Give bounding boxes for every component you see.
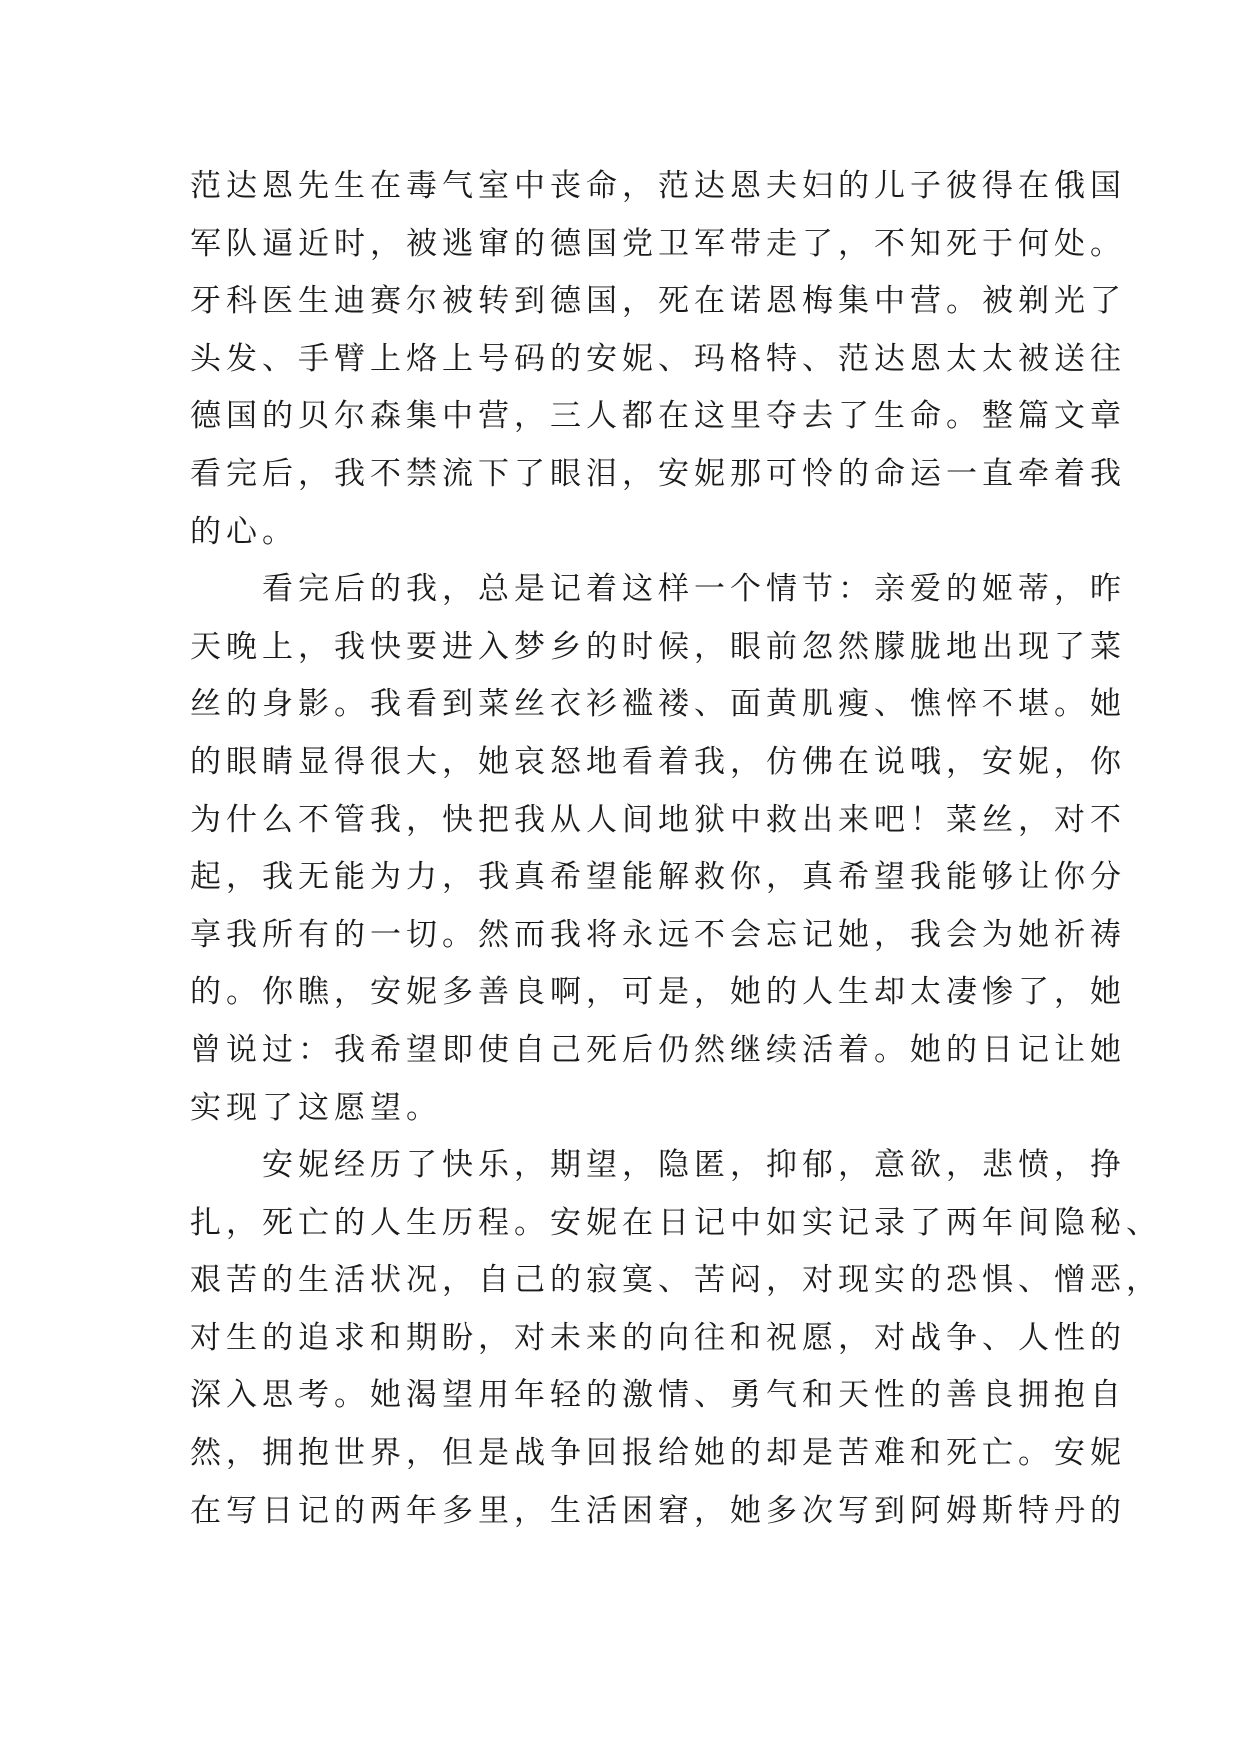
text-line: 然，拥抱世界，但是战争回报给她的却是苦难和死亡。安妮 [190,1435,1126,1472]
text-line: 的心。 [190,513,298,550]
text-line: 看完后，我不禁流下了眼泪，安妮那可怜的命运一直牵着我 [190,455,1126,492]
text-line: 头发、手臂上烙上号码的安妮、玛格特、范达恩太太被送往 [190,340,1126,377]
text-line: 起，我无能为力，我真希望能解救你，真希望我能够让你分 [190,859,1126,896]
text-line: 军队逼近时，被逃窜的德国党卫军带走了，不知死于何处。 [190,225,1126,262]
text-line: 对生的追求和期盼，对未来的向往和祝愿，对战争、人性的 [190,1319,1126,1356]
text-line: 天晚上，我快要进入梦乡的时候，眼前忽然朦胧地出现了菜 [190,628,1126,665]
text-line: 范达恩先生在毒气室中丧命，范达恩夫妇的儿子彼得在俄国 [190,168,1126,204]
text-line: 为什么不管我，快把我从人间地狱中救出来吧！菜丝，对不 [190,801,1126,838]
paragraph-start-line: 看完后的我，总是记着这样一个情节：亲爱的姬蒂，昨 [262,571,1126,608]
body-text [190,158,1162,1540]
text-line: 享我所有的一切。然而我将永远不会忘记她，我会为她祈祷 [190,916,1126,953]
text-line: 德国的贝尔森集中营，三人都在这里夺去了生命。整篇文章 [190,398,1126,435]
text-line: 深入思考。她渴望用年轻的激情、勇气和天性的善良拥抱自 [190,1377,1126,1414]
text-line: 实现了这愿望。 [190,1089,442,1126]
text-line: 扎，死亡的人生历程。安妮在日记中如实记录了两年间隐秘、 [190,1204,1162,1241]
text-line: 的眼睛显得很大，她哀怒地看着我，仿佛在说哦，安妮，你 [190,743,1126,780]
text-line: 艰苦的生活状况，自己的寂寞、苦闷，对现实的恐惧、憎恶， [190,1262,1162,1299]
text-line: 在写日记的两年多里，生活困窘，她多次写到阿姆斯特丹的 [190,1492,1126,1529]
paragraph-start-line: 安妮经历了快乐，期望，隐匿，抑郁，意欲，悲愤，挣 [262,1147,1126,1184]
text-line: 牙科医生迪赛尔被转到德国，死在诺恩梅集中营。被剃光了 [190,283,1126,320]
text-line: 曾说过：我希望即使自己死后仍然继续活着。她的日记让她 [190,1031,1126,1068]
text-line: 丝的身影。我看到菜丝衣衫褴褛、面黄肌瘦、憔悴不堪。她 [190,686,1126,723]
text-line: 的。你瞧，安妮多善良啊，可是，她的人生却太凄惨了，她 [190,974,1126,1011]
